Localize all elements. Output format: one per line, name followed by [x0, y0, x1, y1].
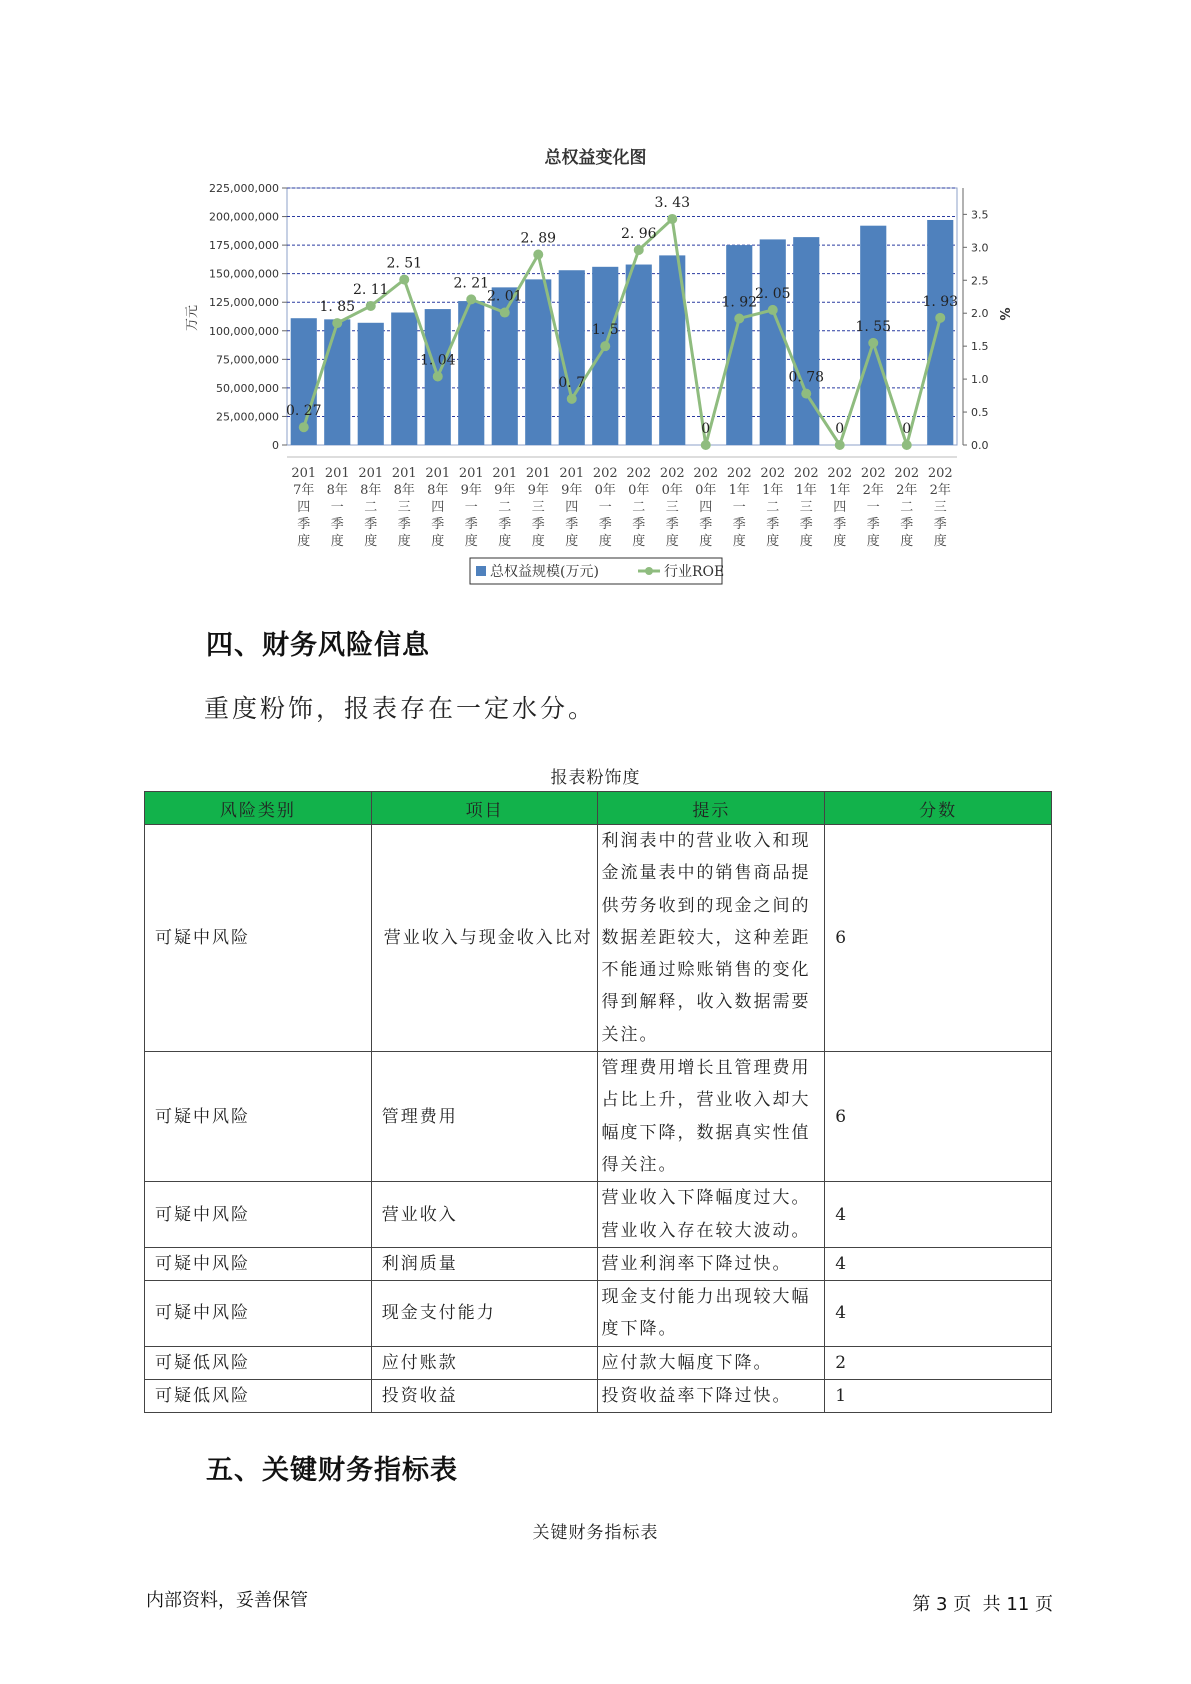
- y-tick-label: 225,000,000: [209, 182, 279, 195]
- section5-heading: 五、关键财务指标表: [206, 1455, 458, 1486]
- bar: [391, 313, 417, 445]
- risk-score: 4: [825, 1182, 1052, 1248]
- roe-point: [366, 301, 376, 311]
- y2-tick-label: 1.0: [971, 373, 989, 387]
- y2-tick-label: 1.5: [971, 340, 989, 354]
- x-tick-label: 202 0年四季度: [693, 466, 719, 549]
- risk-item: 应付账款: [371, 1346, 598, 1379]
- risk-category: 可疑中风险: [145, 1281, 372, 1347]
- bar: [592, 267, 618, 445]
- roe-data-label: 0: [835, 421, 845, 437]
- bar: [626, 265, 652, 445]
- roe-point: [466, 294, 476, 304]
- roe-data-label: 0: [701, 421, 711, 437]
- roe-point: [567, 394, 577, 404]
- table-row: [145, 1052, 1052, 1182]
- x-tick-label: 201 8年二季度: [358, 466, 384, 549]
- risk-item-text: 营业收入与现金收入比对: [383, 928, 593, 949]
- x-tick-label: 202 2年二季度: [894, 466, 920, 549]
- risk-tip: 现金支付能力出现较大幅度下降。: [598, 1281, 825, 1347]
- x-tick-label: 201 8年三季度: [391, 466, 417, 549]
- risk-tip: 利润表中的营业收入和现金流量表中的销售商品提供劳务收到的现金之间的数据差距较大，这种差距不能通过赊账销售的变化得到解释，收入数据需要关注。: [598, 825, 825, 1052]
- y-tick-label: 125,000,000: [209, 296, 279, 310]
- section4-body: 重度粉饰，报表存在一定水分。: [204, 694, 597, 723]
- risk-tip: 管理费用增长且管理费用占比上升，营业收入却大幅度下降，数据真实性值得关注。: [598, 1052, 825, 1182]
- risk-category: 可疑低风险: [145, 1380, 372, 1413]
- roe-point: [835, 440, 845, 450]
- risk-tip: 应付款大幅度下降。: [598, 1346, 825, 1379]
- x-tick-label: 201 9年三季度: [525, 466, 551, 549]
- table-row: [145, 825, 1052, 1052]
- roe-point: [801, 389, 811, 399]
- y-tick-label: 200,000,000: [209, 210, 279, 224]
- table-row: [145, 1281, 1052, 1347]
- footer-confidential: 内部资料，妥善保管: [146, 1590, 308, 1611]
- section4-heading: 四、财务风险信息: [206, 630, 430, 661]
- risk-score: 6: [825, 1052, 1052, 1182]
- risk-category: 可疑中风险: [145, 1247, 372, 1280]
- x-tick-label: 201 8年一季度: [324, 466, 350, 549]
- roe-data-label: 2. 21: [453, 275, 490, 292]
- roe-data-label: 3. 43: [654, 194, 691, 211]
- roe-data-label: 0. 7: [558, 374, 586, 391]
- roe-data-label: 2. 96: [620, 225, 657, 242]
- x-tick-label: 201 9年二季度: [492, 466, 518, 549]
- y-tick-label: 175,000,000: [209, 239, 279, 253]
- roe-data-label: 1. 92: [721, 294, 758, 311]
- roe-data-label: 1. 5: [591, 322, 619, 339]
- roe-data-label: 2. 05: [754, 285, 791, 302]
- risk-category: 可疑中风险: [145, 825, 372, 1052]
- roe-point: [768, 305, 778, 315]
- roe-data-label: 2. 89: [520, 230, 557, 247]
- roe-point: [332, 318, 342, 328]
- risk-tip: 营业收入下降幅度过大。营业收入存在较大波动。: [598, 1182, 825, 1248]
- roe-point: [433, 371, 443, 381]
- y-tick-label: 0: [272, 439, 279, 452]
- risk-table: [144, 791, 1052, 1413]
- y2-axis-label: %: [996, 307, 1011, 321]
- col-header-item: 项目: [371, 792, 598, 825]
- y2-tick-label: 3.0: [971, 241, 989, 255]
- key-indicators-caption: 关键财务指标表: [532, 1523, 659, 1543]
- chart-title: 总权益变化图: [544, 148, 647, 168]
- x-tick-label: 202 2年三季度: [927, 466, 953, 549]
- risk-score: 1: [825, 1380, 1052, 1413]
- bar: [927, 220, 953, 445]
- roe-data-label: 1. 55: [855, 318, 892, 335]
- col-header-score: 分数: [825, 792, 1052, 825]
- bar: [324, 319, 350, 445]
- roe-data-label: 0. 27: [285, 403, 322, 420]
- x-tick-label: 202 0年一季度: [592, 466, 618, 549]
- roe-data-label: 2. 01: [486, 288, 523, 305]
- risk-item: 营业收入: [371, 1182, 598, 1248]
- roe-point: [600, 341, 610, 351]
- risk-item: 利润质量: [371, 1247, 598, 1280]
- x-tick-label: 201 8年四季度: [425, 466, 451, 549]
- risk-item: 管理费用: [371, 1052, 598, 1182]
- roe-data-label: 0: [902, 421, 912, 437]
- roe-point: [734, 313, 744, 323]
- bar: [793, 237, 819, 445]
- equity-chart: [0, 0, 1191, 600]
- roe-data-label: 2. 51: [386, 255, 423, 272]
- roe-point: [935, 313, 945, 323]
- y2-tick-label: 0.5: [971, 406, 989, 420]
- risk-tip: 营业利润率下降过快。: [598, 1247, 825, 1280]
- y2-tick-label: 3.5: [971, 208, 989, 222]
- y2-tick-label: 0.0: [971, 439, 989, 452]
- y2-tick-label: 2.0: [971, 307, 989, 321]
- roe-point: [533, 250, 543, 260]
- roe-data-label: 0. 78: [788, 369, 825, 386]
- x-tick-label: 201 9年四季度: [559, 466, 585, 549]
- roe-point: [634, 245, 644, 255]
- col-header-category: 风险类别: [145, 792, 372, 825]
- roe-point: [902, 440, 912, 450]
- table-row: [145, 1380, 1052, 1413]
- x-tick-label: 202 0年三季度: [659, 466, 685, 549]
- risk-score: 2: [825, 1346, 1052, 1379]
- bar: [860, 226, 886, 445]
- bar: [525, 279, 551, 445]
- y-axis-label: 万元: [185, 304, 200, 332]
- risk-item: 现金支付能力: [371, 1281, 598, 1347]
- roe-point: [667, 214, 677, 224]
- x-tick-label: 202 1年三季度: [793, 466, 819, 549]
- risk-score: 4: [825, 1281, 1052, 1347]
- col-header-tip: 提示: [598, 792, 825, 825]
- risk-category: 可疑中风险: [145, 1182, 372, 1248]
- x-tick-label: 202 2年一季度: [860, 466, 886, 549]
- x-tick-label: 202 0年二季度: [626, 466, 652, 549]
- y-tick-label: 100,000,000: [209, 324, 279, 338]
- risk-category: 可疑低风险: [145, 1346, 372, 1379]
- table-row: [145, 1182, 1052, 1248]
- table-row: [145, 1346, 1052, 1379]
- x-tick-label: 202 1年四季度: [827, 466, 853, 549]
- roe-point: [299, 422, 309, 432]
- risk-item: 投资收益: [371, 1380, 598, 1413]
- legend-line-marker: [645, 567, 653, 575]
- roe-point: [701, 440, 711, 450]
- roe-data-label: 1. 93: [922, 293, 959, 310]
- y2-tick-label: 2.5: [971, 274, 989, 288]
- roe-data-label: 1. 04: [419, 352, 456, 369]
- page-number: 第 3 页 共 11 页: [912, 1594, 1053, 1615]
- legend-bar-label: 总权益规模(万元): [490, 564, 599, 580]
- bar: [358, 323, 384, 445]
- roe-point: [500, 308, 510, 318]
- roe-point: [868, 338, 878, 348]
- risk-score: 4: [825, 1247, 1052, 1280]
- legend-bar-swatch: [476, 566, 486, 576]
- bar: [760, 239, 786, 445]
- roe-data-label: 1. 85: [319, 299, 356, 316]
- table-row: [145, 1247, 1052, 1280]
- risk-item: [371, 825, 598, 1052]
- risk-table-header: [145, 792, 1052, 825]
- roe-point: [399, 275, 409, 285]
- x-tick-label: 201 7年四季度: [291, 466, 317, 549]
- bar: [726, 245, 752, 445]
- legend-line-label: 行业ROE: [664, 564, 725, 580]
- y-tick-label: 150,000,000: [209, 267, 279, 281]
- y-tick-label: 25,000,000: [216, 410, 279, 424]
- risk-tip: 投资收益率下降过快。: [598, 1380, 825, 1413]
- y-tick-label: 75,000,000: [216, 353, 279, 367]
- risk-category: 可疑中风险: [145, 1052, 372, 1182]
- risk-score: 6: [825, 825, 1052, 1052]
- x-tick-label: 202 1年二季度: [760, 466, 786, 549]
- x-tick-label: 202 1年一季度: [726, 466, 752, 549]
- y-tick-label: 50,000,000: [216, 381, 279, 395]
- roe-data-label: 2. 11: [352, 281, 389, 298]
- x-tick-label: 201 9年一季度: [458, 466, 484, 549]
- risk-table-caption: 报表粉饰度: [550, 768, 641, 788]
